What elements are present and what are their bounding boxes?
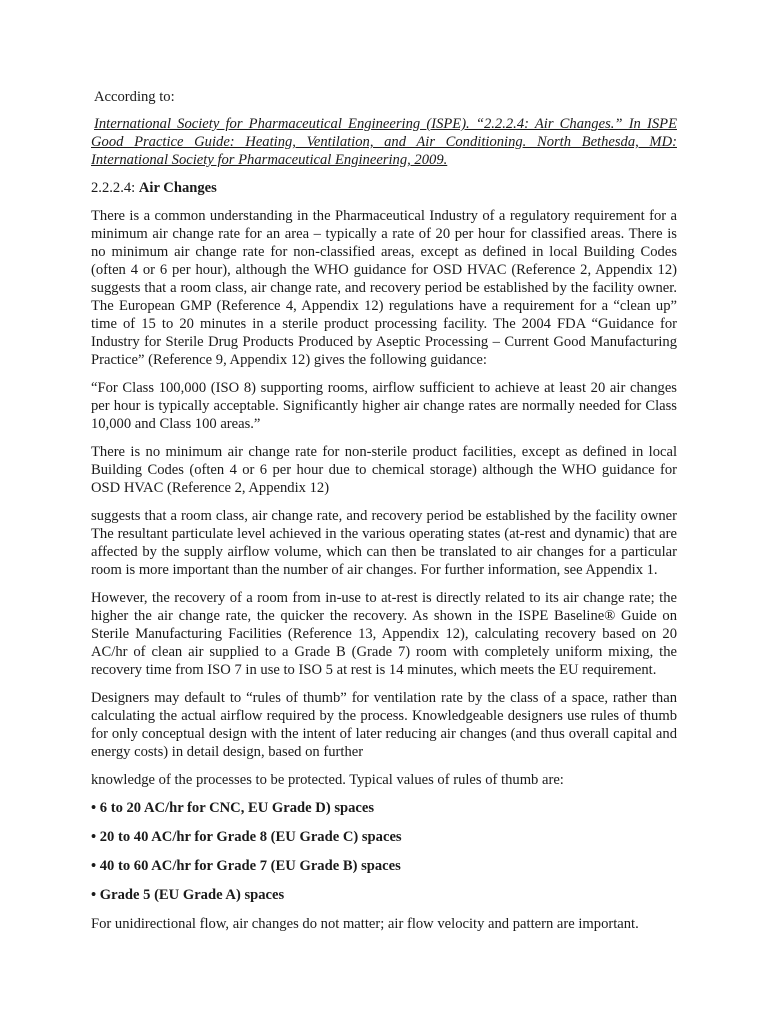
closing-paragraph: For unidirectional flow, air changes do not matter; air flow velocity and pattern are important. bbox=[91, 916, 639, 932]
body-paragraph: knowledge of the processes to be protected. Typical values of rules of thumb are: bbox=[91, 772, 564, 788]
section-heading bbox=[91, 179, 677, 197]
intro-text: According to: bbox=[94, 89, 175, 105]
citation: International Society for Pharmaceutical Engineering (ISPE). “2.2.2.4: Air Changes.” In ISPE Good Practice Guide: Heating, Ventilation, and Air Conditioning. North Bethesda, MD: International Society for Pharmaceutical Engineering, 2009. bbox=[91, 116, 677, 168]
bullet-item: • 40 to 60 AC/hr for Grade 7 (EU Grade B) spaces bbox=[91, 858, 401, 874]
body-paragraph: Designers may default to “rules of thumb” for ventilation rate by the class of a space, rather than calculating the actual airflow required by the process. Knowledgeable designers use rules of thumb for only conceptual design with the intent of later reducing air changes (and thus overall capital and energy costs) in detail design, based on further bbox=[91, 690, 677, 760]
quote-paragraph: “For Class 100,000 (ISO 8) supporting rooms, airflow sufficient to achieve at least 20 air changes per hour is typically acceptable. Significantly higher air change rates are normally needed for Class 10,000 and Class 100 areas.” bbox=[91, 380, 677, 432]
document-page bbox=[91, 88, 677, 943]
bullet-item: • 20 to 40 AC/hr for Grade 8 (EU Grade C) spaces bbox=[91, 829, 402, 845]
body-paragraph: However, the recovery of a room from in-use to at-rest is directly related to its air change rate; the higher the air change rate, the quicker the recovery. As shown in the ISPE Baseline® Guide on Sterile Manufacturing Facilities (Reference 13, Appendix 12), calculating recovery based on 20 AC/hr of clean air supplied to a Grade B (Grade 7) room with completely uniform mixing, the recovery time from ISO 7 in use to ISO 5 at rest is 14 minutes, which meets the EU requirement. bbox=[91, 590, 677, 678]
body-paragraph: suggests that a room class, air change rate, and recovery period be established by the facility owner The resultant particulate level achieved in the various operating states (at-rest and dynamic) that are affected by the supply airflow volume, which can then be translated to air changes for a particular room is more important than the number of air changes. For further information, see Appendix 1. bbox=[91, 508, 677, 578]
bullet-item: • Grade 5 (EU Grade A) spaces bbox=[91, 887, 285, 903]
body-paragraph: There is no minimum air change rate for non-sterile product facilities, except as defined in local Building Codes (often 4 or 6 per hour due to chemical storage) although the WHO guidance for OSD HVAC (Reference 2, Appendix 12) bbox=[91, 444, 677, 496]
bullet-item: • 6 to 20 AC/hr for CNC, EU Grade D) spaces bbox=[91, 800, 375, 816]
section-number: 2.2.2.4: bbox=[91, 180, 139, 196]
section-title: Air Changes bbox=[138, 180, 217, 196]
body-paragraph: There is a common understanding in the Pharmaceutical Industry of a regulatory requirement for a minimum air change rate for an area – typically a rate of 20 per hour for classified areas. There is no minimum air change rate for non-classified areas, except as defined in local Building Codes (often 4 or 6 per hour), although the WHO guidance for OSD HVAC (Reference 2, Appendix 12) suggests that a room class, air change rate, and recovery period be established by the facility owner. The European GMP (Reference 4, Appendix 12) regulations have a requirement for a “clean up” time of 15 to 20 minutes in a sterile product processing facility. The 2004 FDA “Guidance for Industry for Sterile Drug Products Produced by Aseptic Processing – Current Good Manufacturing Practice” (Reference 9, Appendix 12) gives the following guidance: bbox=[91, 208, 677, 368]
